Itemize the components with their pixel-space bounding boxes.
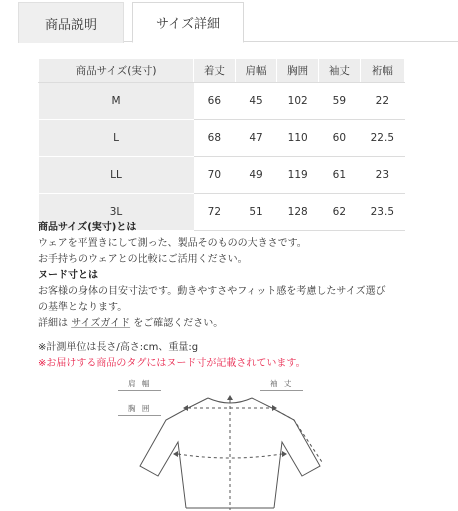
table-cell: 22 [360,83,404,120]
jissun-text-1: ウェアを平置きにして測った、製品そのものの大きさです。 [38,238,307,249]
header-sleeve: 袖丈 [319,59,361,83]
size-guide-line [38,316,438,332]
size-label: L [39,120,194,157]
size-label: LL [39,157,194,194]
nude-text-1: お客様の身体の目安寸法です。動きやすさやフィット感を考慮したサイズ選び [38,286,386,297]
nude-text-2: の基準となります。 [38,302,128,313]
garment-measurement-diagram [110,370,350,511]
tab-bar [18,0,458,42]
size-notes [38,220,438,372]
table-cell: 119 [277,157,319,194]
table-row [39,157,405,194]
guide-prefix: 詳細は [38,318,72,329]
table-cell: 110 [277,120,319,157]
table-cell: 62 [319,194,361,231]
table-cell: 22.5 [360,120,404,157]
table-cell: 68 [194,120,236,157]
header-shoulder: 肩幅 [235,59,277,83]
table-cell: 66 [194,83,236,120]
table-cell: 51 [235,194,277,231]
size-label: 3L [39,194,194,231]
chest-label: 胸 囲 [118,403,161,416]
size-table-header-row [39,59,405,83]
size-guide-link[interactable]: サイズガイド [71,318,131,329]
table-cell: 49 [235,157,277,194]
nude-heading: ヌード寸とは [38,270,98,281]
header-yuki: 裄幅 [360,59,404,83]
table-cell: 60 [319,120,361,157]
header-length: 着丈 [194,59,236,83]
tag-note: ※お届けする商品のタグにはヌード寸が記載されています。 [38,358,306,369]
tab-product-description[interactable]: 商品説明 [18,2,124,43]
table-cell: 102 [277,83,319,120]
header-product-size: 商品サイズ(実寸) [39,59,194,83]
unit-note: ※計測単位は長さ/高さ:cm、重量:g [38,342,199,353]
table-cell: 72 [194,194,236,231]
table-cell: 128 [277,194,319,231]
sweatshirt-outline-icon [110,370,350,511]
table-cell: 70 [194,157,236,194]
table-cell: 59 [319,83,361,120]
jissun-text-2: お手持ちのウェアとの比較にご活用ください。 [38,254,248,265]
table-row [39,83,405,120]
table-cell: 47 [235,120,277,157]
jissun-heading: 商品サイズ(実寸)とは [38,222,137,233]
sleeve-label: 袖 丈 [260,378,303,391]
table-cell: 23 [360,157,404,194]
spacer [38,332,438,340]
table-cell: 45 [235,83,277,120]
size-label: M [39,83,194,120]
tab-size-details[interactable]: サイズ詳細 [132,2,244,43]
shoulder-label: 肩 幅 [118,378,161,391]
header-chest: 胸囲 [277,59,319,83]
table-cell: 61 [319,157,361,194]
table-row [39,120,405,157]
size-table [38,58,405,231]
guide-suffix: をご確認ください。 [130,318,224,329]
table-cell: 23.5 [360,194,404,231]
